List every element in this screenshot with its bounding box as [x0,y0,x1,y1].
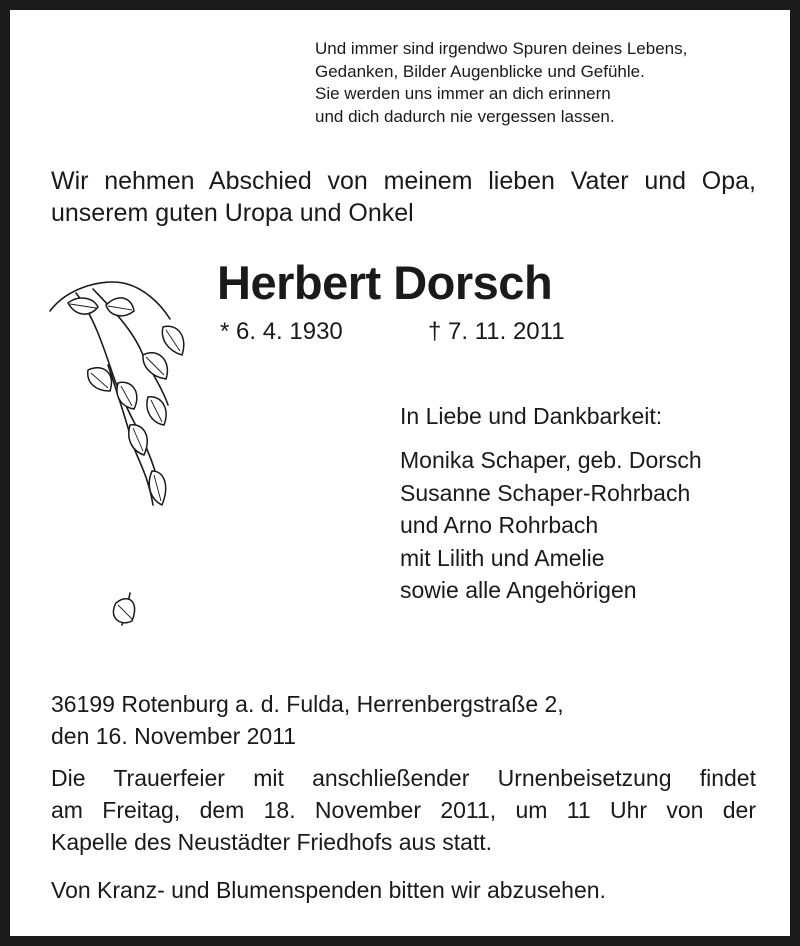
birch-branch-icon [48,275,198,655]
mourner-name: Monika Schaper, geb. Dorsch [400,447,702,473]
death-date: † 7. 11. 2011 [428,318,565,345]
poem [315,38,775,128]
ceremony-info [51,762,756,858]
flowers-note: Von Kranz- und Blumenspenden bitten wir abzusehen. [51,877,606,903]
ceremony-line: am Freitag, dem 18. November 2011, um 11 Uhr von der [51,797,756,823]
intro-line: unserem guten Uropa und Onkel [51,199,414,227]
birth-date: * 6. 4. 1930 [220,318,343,345]
mourner-name: sowie alle Angehörigen [400,577,637,603]
farewell-intro [51,165,756,229]
mourners-list [400,444,702,607]
poem-line: Gedanken, Bilder Augenblicke und Gefühle. [315,61,645,81]
poem-line: Sie werden uns immer an dich erinnern [315,84,611,103]
place-and-date [51,688,564,752]
poem-line: Und immer sind irgendwo Spuren deines Lebens, [315,39,688,58]
poem-line: und dich dadurch nie vergessen lassen. [315,106,615,126]
address: 36199 Rotenburg a. d. Fulda, Herrenbergstraße 2, [51,691,564,717]
mourners-heading: In Liebe und Dankbarkeit: [400,403,663,429]
intro-line: Wir nehmen Abschied von meinem lieben Vater und Opa, [51,167,756,195]
ceremony-line: Kapelle des Neustädter Friedhofs aus statt. [51,829,493,855]
deceased-name: Herbert Dorsch [217,256,553,309]
notice-date: den 16. November 2011 [51,723,297,749]
mourner-name: und Arno Rohrbach [400,512,599,538]
mourner-name: Susanne Schaper-Rohrbach [400,479,691,506]
mourner-name: mit Lilith und Amelie [400,544,605,571]
ceremony-line: Die Trauerfeier mit anschließender Urnenbeisetzung findet [51,765,756,791]
obituary-notice [10,10,790,936]
